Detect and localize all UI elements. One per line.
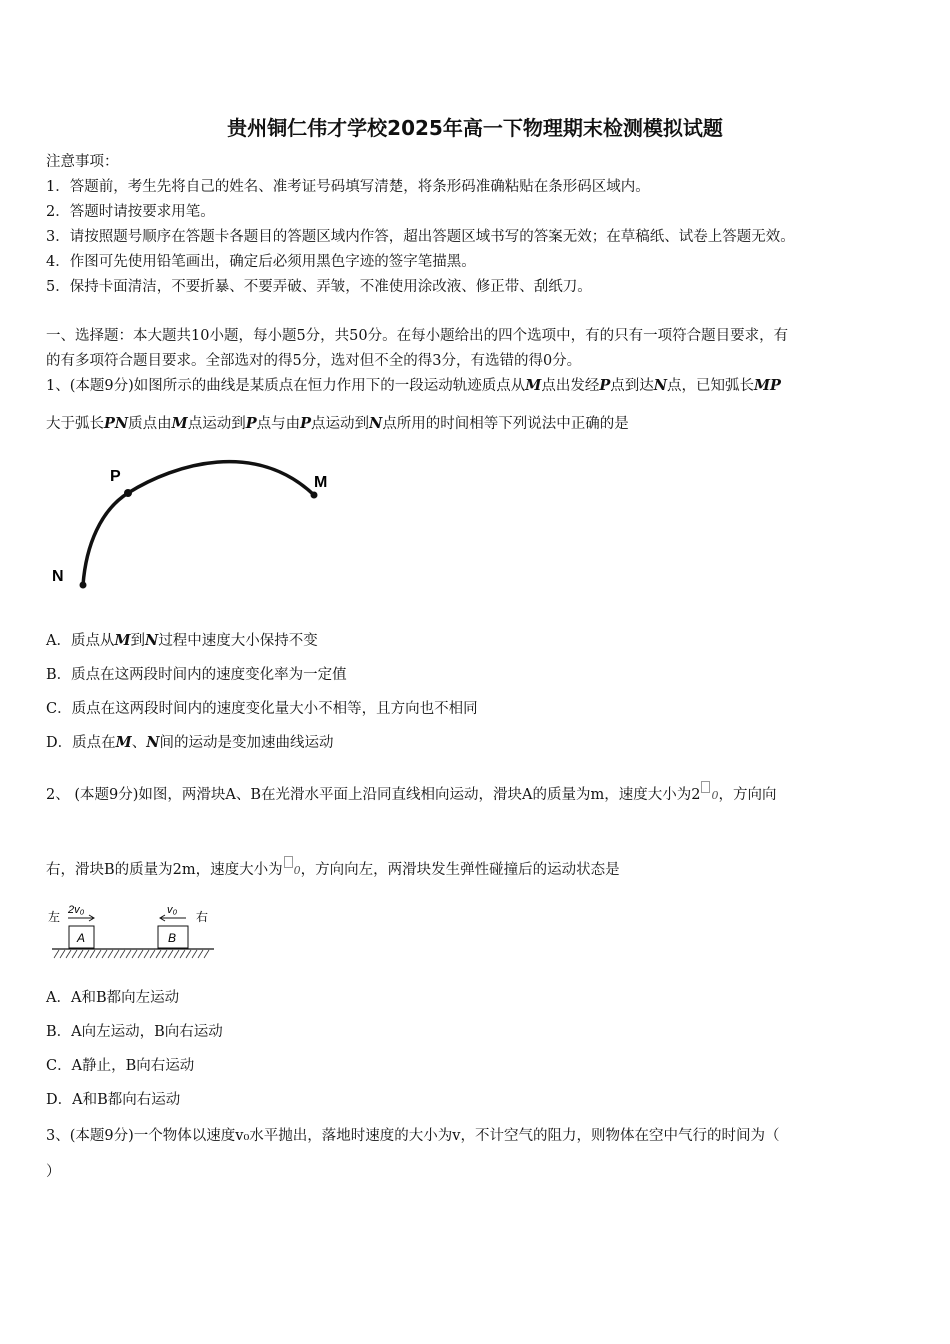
- section-intro-line2: 的有多项符合题目要求。全部选对的得5分，选对但不全的得3分，有选错的得0分。: [46, 353, 582, 369]
- block-b-label: B: [168, 931, 177, 945]
- q2-option-c: C．A静止，B向右运动: [46, 1058, 195, 1074]
- block-a-label: A: [77, 931, 86, 945]
- page-title: 贵州铜仁伟才学校2025年高一下物理期末检测模拟试题: [227, 116, 723, 140]
- q1-option-a: A．质点从M到N过程中速度大小保持不变: [46, 632, 318, 649]
- q2-option-a: A．A和B都向左运动: [46, 990, 180, 1006]
- q2-option-b: B．A向左运动，B向右运动: [46, 1024, 223, 1040]
- notice-item: 2．答题时请按要求用笔。: [46, 204, 215, 220]
- notice-heading: 注意事项：: [46, 154, 119, 170]
- point-p: [124, 489, 132, 497]
- notice-item: 4．作图可先使用铅笔画出，确定后必须用黑色字迹的签字笔描黑。: [46, 254, 476, 270]
- notice-item: 5．保持卡面清洁，不要折暴、不要弄破、弄皱，不准使用涂改液、修正带、刮纸刀。: [46, 279, 592, 295]
- label-right: 右: [196, 910, 209, 924]
- point-n: [80, 582, 87, 589]
- q1-option-c: C．质点在这两段时间内的速度变化量大小不相等，且方向也不相同: [46, 701, 478, 717]
- q2-option-d: D．A和B都向右运动: [46, 1092, 181, 1108]
- label-n: N: [52, 568, 64, 585]
- q1-stem-line1: 1、(本题9分)如图所示的曲线是某质点在恒力作用下的一段运动轨迹质点从M点出发经P点到达N点，已知弧长MP: [46, 377, 781, 394]
- q2-stem-line2: 右，滑块B的质量为2m，速度大小为 0，方向向左，两滑块发生弹性碰撞后的运动状态是: [46, 856, 620, 881]
- q3-stem-line1: 3、(本题9分)一个物体以速度v₀水平抛出，落地时速度的大小为v，不计空气的阻力，则物体在空中气行的时间为（: [46, 1128, 780, 1144]
- q1-option-d: D．质点在M、N间的运动是变加速曲线运动: [46, 734, 334, 751]
- notice-item: 1．答题前，考生先将自己的姓名、准考证号码填写清楚，将条形码准确粘贴在条形码区域内。: [46, 179, 650, 195]
- label-vb: v₀: [167, 904, 178, 916]
- label-left: 左: [48, 910, 61, 924]
- ground-hatch: [54, 950, 209, 958]
- missing-glyph-icon: [701, 781, 710, 793]
- q1-trajectory-figure: [46, 445, 346, 595]
- q1-option-b: B．质点在这两段时间内的速度变化率为一定值: [46, 667, 347, 683]
- label-va: 2v₀: [68, 904, 85, 916]
- q2-stem-line1: 2、 (本题9分)如图，两滑块A、B在光滑水平面上沿同直线相向运动，滑块A的质量为m，速度大小为2 0，方向向: [46, 781, 776, 806]
- label-p: P: [110, 468, 121, 485]
- point-m: [311, 492, 318, 499]
- q1-stem-line2: 大于弧长PN质点由M点运动到P点与由P点运动到N点所用的时间相等下列说法中正确的是: [46, 415, 629, 432]
- label-m: M: [314, 474, 328, 491]
- q2-collision-figure: [46, 900, 218, 964]
- missing-glyph-icon: [284, 856, 293, 868]
- q3-stem-line2: ）: [46, 1164, 61, 1180]
- section-intro-line1: 一、选择题：本大题共10小题，每小题5分，共50分。在每小题给出的四个选项中，有的只有一项符合题目要求，有: [46, 328, 789, 344]
- notice-item: 3．请按照题号顺序在答题卡各题目的答题区域内作答，超出答题区域书写的答案无效；在草稿纸、试卷上答题无效。: [46, 229, 795, 245]
